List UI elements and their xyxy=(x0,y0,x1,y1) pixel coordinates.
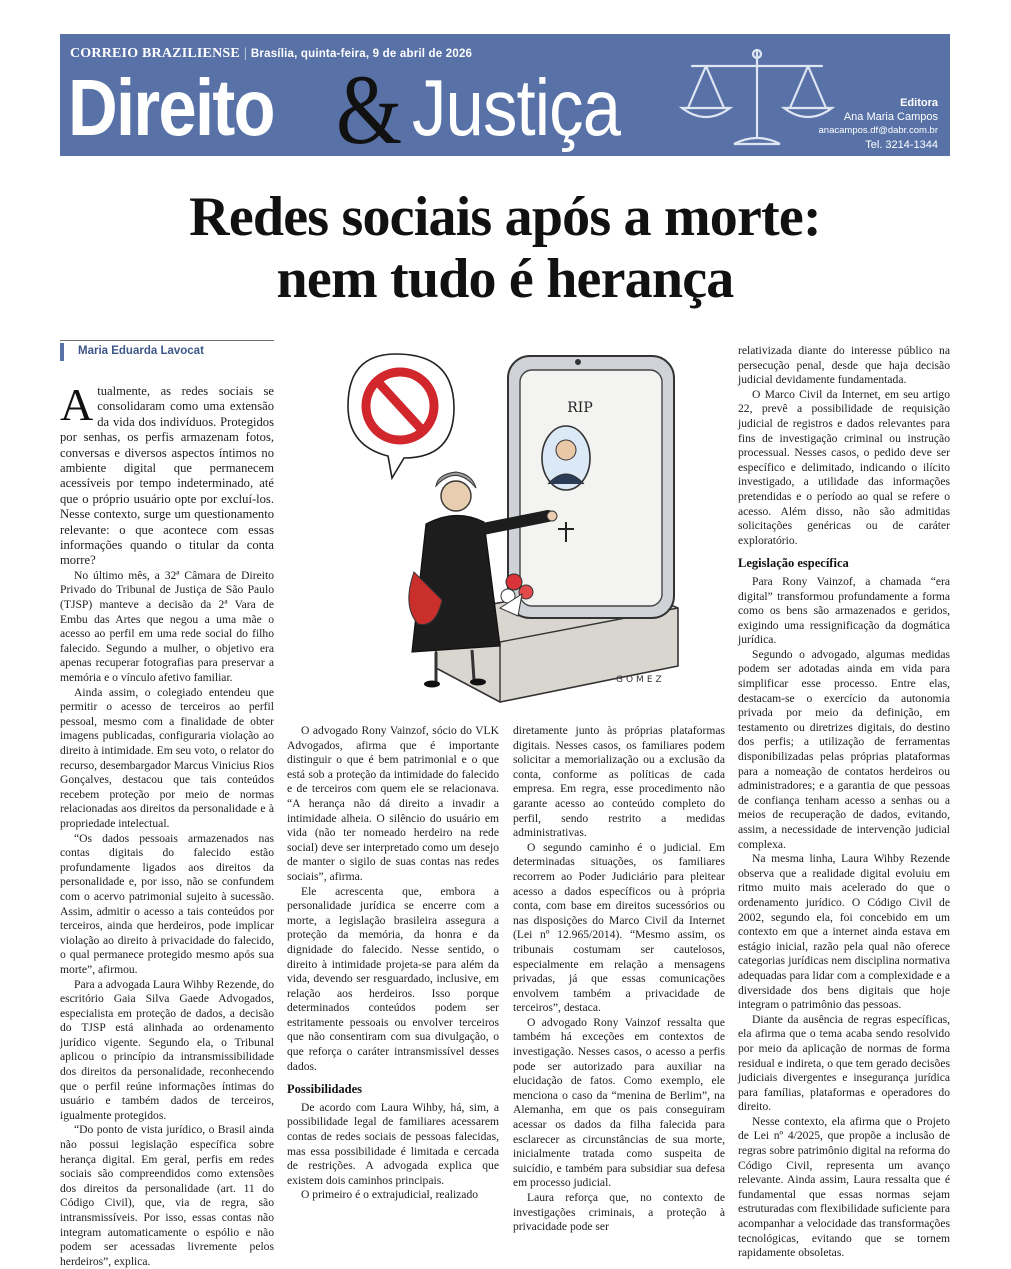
paragraph: Ele acrescenta que, embora a personalidade jurídica se encerre com a morte, a legislação brasileira assegura a proteção da memória, da honra e da dignidade do falecido. Nesse sentido, o direito à intimidade projeta-se para além da vida, devendo ser resguardado, inclusive, em relação aos herdeiros. Isso porque determinados conteúdos podem ser estritamente pessoais ou envolver terceiros que não consentiram com sua divulgação, o que reforça o caráter intransmissível desses dados. xyxy=(287,884,499,1073)
paragraph: Nesse contexto, ela afirma que o Projeto de Lei nº 4/2025, que propõe a inclusão de regras sobre patrimônio digital na reforma do Código Civil, representa um avanço relevante. Ainda assim, Laura ressalta que é fundamental que essas normas sejam estruturadas com flexibilidade suficiente para acompanhar a velocidade das transformações tecnológicas, evitando que se tornem rapidamente obsoletas. xyxy=(738,1114,950,1260)
lead-paragraph: Atualmente, as redes sociais se consolidaram como uma extensão da vida dos indivíduos. Protegidos por senhas, os perfis armazenam fotos, conversas e diversos aspectos íntimos no ambiente digital que permanecem acessíveis por tempo indeterminado, até que o próprio usuário opte por excluí-los. Nesse contexto, surge um questionamento relevante: o que acontece com essas informações quando o titular da conta morre? xyxy=(60,379,274,568)
paragraph: O advogado Rony Vainzof, sócio do VLK Advogados, afirma que é importante distinguir o que é bem patrimonial e o que está sob a proteção da intimidade do falecido e de terceiros com quem ele se relacionava. “A herança não dá direito a invadir a intimidade alheia. O silêncio do usuário em vida (não ter nomeado herdeiro na rede social) deve ser interpretado como um desejo de manter o sigilo de suas contas nas redes sociais”, afirma. xyxy=(287,724,499,883)
headline-line-1: Redes sociais após a morte: xyxy=(189,186,821,248)
paragraph: De acordo com Laura Wihby, há, sim, a possibilidade legal de familiares acessarem contas de redes sociais de pessoas falecidas, mas essa possibilidade é limitada e cercada de restrições. A advogada explica que existem dois caminhos principais. xyxy=(287,1100,499,1187)
paragraph: Segundo o advogado, algumas medidas podem ser adotadas ainda em vida para simplificar esse processo. Entre elas, destacam-se o exercício da autonomia privada por meio da definição, em testamento ou diretrizes digitais, do destino dos perfis; a utilização de ferramentas disponibilizadas pelas próprias plataformas para a nomeação de contatos herdeiros ou administradores; e a garantia de que pessoas de confiança tenham acesso a senhas ou a meios de recuperação de dados, evitando, assim, a necessidade de intervenção judicial complexa. xyxy=(738,647,950,851)
paragraph: diretamente junto às próprias plataformas digitais. Nesses casos, os familiares podem solicitar a memorialização ou a exclusão da conta, conforme as políticas de cada empresa. Em regra, esse procedimento não garante acesso ao conteúdo completo do perfil, sendo restrito a medidas administrativas. xyxy=(513,724,725,840)
section-title-ampersand: & xyxy=(336,54,403,165)
article-headline xyxy=(60,186,950,310)
author-byline: Maria Eduarda Lavocat xyxy=(78,345,204,357)
editor-name: Ana Maria Campos xyxy=(843,111,938,123)
paragraph: Para Rony Vainzof, a chamada “era digital” transformou profundamente a forma como os bens são armazenados e geridos, exigindo uma ressignificação da dogmática jurídica. xyxy=(738,574,950,647)
paragraph: Diante da ausência de regras específicas, ela afirma que o tema acaba sendo resolvido por meio da aplicação de normas de forma residual e indireta, o que tem gerado decisões judiciais divergentes e insegurança jurídica para famílias, plataformas e operadores do direito. xyxy=(738,1012,950,1114)
paragraph: relativizada diante do interesse público na persecução penal, desde que haja decisão judicial devidamente fundamentada. xyxy=(738,344,950,387)
editor-info xyxy=(819,96,938,152)
headline-line-2: nem tudo é herança xyxy=(276,248,734,310)
editor-email[interactable]: anacampos.df@dabr.com.br xyxy=(818,125,938,136)
justice-scale-icon xyxy=(672,44,842,152)
editor-phone: Tel. 3214-1344 xyxy=(865,139,938,151)
paragraph: “Os dados pessoais armazenados nas contas digitais do falecido estão profundamente ligados aos direitos da personalidade e, por isso, não se confundem com o acervo patrimonial sujeito à sucessão. Assim, admitir o acesso a tais conteúdos por terceiros, ainda que herdeiros, pode implicar violação ao direito à privacidade do falecido, o qual permanece protegido mesmo após sua morte”, afirmou. xyxy=(60,831,274,976)
article-column-4 xyxy=(738,344,950,1260)
paragraph: “Do ponto de vista jurídico, o Brasil ainda não possui legislação específica sobre herança digital. Em geral, perfis em redes sociais são compreendidos como extensões dos direitos da personalidade (art. 11 do Código Civil), que, via de regra, são intransmissíveis. Por isso, essas contas não integram automaticamente o espólio e não podem ser acessadas livremente pelos herdeiros”, explica. xyxy=(60,1123,274,1268)
masthead: CORREIO BRAZILIENSE | Brasília, quinta-feira, 9 de abril de 2026 xyxy=(70,46,473,61)
article-illustration xyxy=(286,346,724,716)
paragraph: O primeiro é o extrajudicial, realizado xyxy=(301,1188,479,1202)
paragraph: No último mês, a 32ª Câmara de Direito Privado do Tribunal de Justiça de São Paulo (TJSP) manteve a decisão da 2ª Vara de Embu das Artes que negou a uma mãe o acesso ao perfil em uma rede social do filho falecido. Segundo a mulher, o objetivo era apenas recuperar fotografias para preservar a memória e o vínculo afetivo familiar. xyxy=(60,568,274,685)
article-column-1 xyxy=(60,379,274,1268)
rip-text: RIP xyxy=(567,400,593,416)
newspaper-name: CORREIO BRAZILIENSE xyxy=(70,46,240,61)
paragraph: Ainda assim, o colegiado entendeu que permitir o acesso de terceiros ao perfil pessoal, mesmo com a finalidade de obter imagens publicadas, configuraria violação ao direito à intimidade. Em seu voto, o relator do recurso, desembargador Marcus Vinicius Rios Gonçalves, destacou que tais conteúdos recebem proteção por meio de normas relacionadas aos direitos da personalidade e à propriedade intelectual. xyxy=(60,685,274,830)
drop-cap: A xyxy=(60,379,94,430)
section-title-justica: Justiça xyxy=(412,63,621,152)
editor-label: Editora xyxy=(900,97,938,109)
paragraph: O advogado Rony Vainzof ressalta que também há exceções em contextos de investigação. Nesses casos, o acesso a perfis pode ser autorizado para auxiliar na elucidação de fatos. Como exemplo, ele menciona o caso da “menina de Berlim”, na Alemanha, em que os pais conseguiram acessar os dados da filha falecida para esclarecer as circunstâncias de sua morte, inicialmente tratada como suspeita de suicídio, e também para subsidiar sua defesa em processo judicial. xyxy=(513,1015,725,1190)
subheading-legislacao-especifica: Legislação específica xyxy=(738,556,849,571)
section-header xyxy=(60,34,950,165)
byline-accent-bar xyxy=(60,343,64,361)
byline-rule xyxy=(60,340,274,341)
paragraph: O segundo caminho é o judicial. Em determinadas situações, os familiares recorrem ao Poder Judiciário para pleitear acesso a dados específicos ou à própria conta, com base em direitos sucessórios ou nas disposições do Marco Civil da Internet (Lei nº 12.965/2014). “Mesmo assim, os tribunais costumam ser cautelosos, especialmente em relação a mensagens privadas, já que essas comunicações envolvem também a privacidade de terceiros”, destaca. xyxy=(513,840,725,1015)
paragraph: O Marco Civil da Internet, em seu artigo 22, prevê a possibilidade de requisição judicial de registros e dados relevantes para fins de investigação criminal ou instrução processual. Nesses casos, o pedido deve ser específico e delimitado, indicando o ilícito investigado, a utilidade das informações pretendidas e o período ao qual se refere o acesso. Além disso, não são admitidas solicitações genéricas ou de caráter exploratório. xyxy=(738,387,950,547)
illustrator-signature: GOMEZ xyxy=(616,675,665,685)
paragraph: Na mesma linha, Laura Wihby Rezende observa que a realidade digital evoluiu em ritmo muito mais acelerado do que o ordenamento jurídico. O Código Civil de 2002, segundo ela, foi concebido em um contexto em que a internet ainda estava em estágio inicial, razão pela qual não oferece categorias jurídicas nem disciplina normativa adequadas para lidar com a complexidade e a diversidade dos bens digitais que hoje integram o patrimônio das pessoas. xyxy=(738,852,950,1012)
article-column-2 xyxy=(287,724,499,1202)
subheading-possibilidades: Possibilidades xyxy=(287,1082,363,1097)
article-column-3 xyxy=(513,724,725,1234)
edition-date: Brasília, quinta-feira, 9 de abril de 2026 xyxy=(250,48,473,60)
section-title-direito: Direito xyxy=(68,63,274,152)
paragraph: Para a advogada Laura Wihby Rezende, do escritório Gaia Silva Gaede Advogados, especialista em proteção de dados, a decisão do TJSP está alinhada ao ordenamento jurídico vigente. Segundo ela, o Tribunal aplicou o princípio da intransmissibilidade dos direitos da personalidade, reconhecendo que o perfil reúne informações íntimas do usuário e também dados de terceiros, igualmente protegidos. xyxy=(60,977,274,1122)
paragraph: Laura reforça que, no contexto de investigações criminais, a proteção à privacidade pode ser xyxy=(513,1191,725,1234)
